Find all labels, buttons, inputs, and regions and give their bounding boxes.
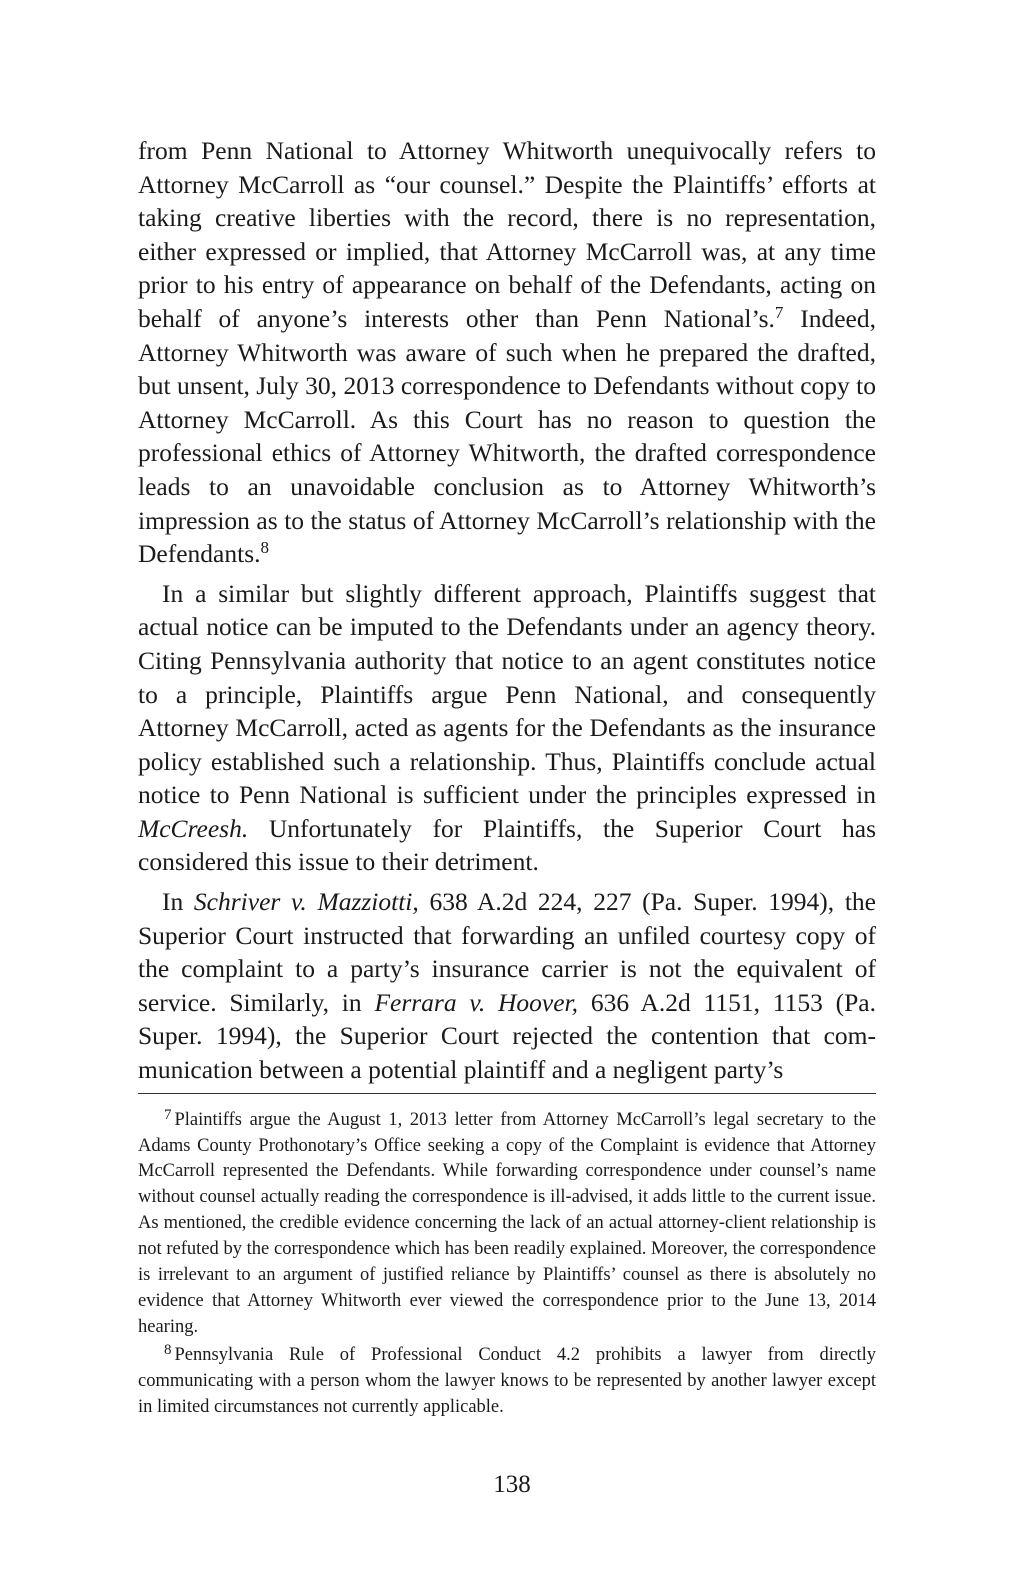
footnotes [138,1108,876,1421]
footnote-ref-8[interactable]: 8 [260,538,269,558]
footnote-7 [138,1108,876,1341]
case-name-schriver: Schriver v. Mazziotti, [193,887,419,917]
paragraph-3-text-c: 636 A.2d 1151, 1153 (Pa. Super. 1994), the Superior Court rejected the contention that communication between a potential plaintiff and a negligent party’s [138,987,876,1085]
paragraph-1 [138,134,876,571]
footnote-number: 8 [164,1341,172,1358]
paragraph-2-text-a: In a similar but slightly different approach, Plaintiffs suggest that actual notice can be imputed to the Defendants under an agency theory. Citing Pennsylvania authority that notice to an agent constitutes notice to a principle, Plaintiffs argue Penn National, and consequently Attorney McCarroll, acted as agents for the Defendants as the insurance policy established such a relationship. Thus, Plaintiffs conclude actual notice to Penn National is sufficient under the principles expressed in [138,578,876,810]
footnote-8 [138,1343,876,1421]
paragraph-3-text-b: 638 A.2d 224, 227 (Pa. Super. 1994), the Superior Court instructed that forwarding an unfiled courtesy copy of the complaint to a party’s insurance carrier is not the equivalent of service. Similarly, in [138,887,876,1017]
paragraph-3-text-a: In [162,887,194,917]
paragraph-1-text-b: Indeed, Attorney Whitworth was aware of such when he prepared the drafted, but unsent, July 30, 2013 correspondence to Defendants without copy to Attorney McCarroll. As this Court has no reason to question the professional ethics of Attorney Whitworth, the drafted correspondence leads to an unavoidable conclusion as to Attorney Whitworth’s impression as to the status of Attorney McCarroll’s relationship with the Defendants. [138,303,876,569]
main-text [138,134,876,1087]
footnote-text: Plaintiffs argue the August 1, 2013 letter from Attorney McCarroll’s legal secretary to the Adams County Prothonotary’s Office seeking a copy of the Complaint is evidence that Attorney McCarroll represented the Defendants. While forwarding correspondence under counsel’s name without counsel actually reading the correspondence is ill-advised, it adds little to the current issue. As mentioned, the credible evidence concerning the lack of an actual attorney-client relationship is not refuted by the correspondence which has been readily explained. Moreover, the correspondence is irrelevant to an argument of justified reliance by Plaintiffs’ counsel as there is absolutely no evidence that Attorney Whitworth ever viewed the correspondence prior to the June 13, 2014 hearing. [138,1109,876,1337]
case-name-mccreesh: McCreesh. [138,813,249,843]
footnote-number: 7 [164,1106,172,1123]
paragraph-2-text-b: Unfortunately for Plaintiffs, the Superior Court has considered this issue to their detriment. [138,813,876,877]
footnote-divider [138,1093,876,1094]
page-content [138,134,876,1423]
paragraph-2 [138,577,876,879]
footnote-text: Pennsylvania Rule of Professional Conduct 4.2 prohibits a lawyer from directly communicating with a person whom the lawyer knows to be represented by another lawyer except in limited circumstances not currently applicable. [138,1344,876,1417]
footnote-ref-7[interactable]: 7 [774,302,784,322]
paragraph-3 [138,885,876,1087]
page-number: 138 [493,1471,531,1498]
case-name-ferrara: Ferrara v. Hoover, [374,987,579,1017]
paragraph-1-text-a: from Penn National to Attorney Whitworth unequivocally refers to Attorney McCarroll as “our counsel.” Despite the Plaintiffs’ efforts at taking creative liberties with the record, there is no representation, either expressed or implied, that Attorney McCarroll was, at any time prior to his entry of appearance on behalf of the Defendants, acting on behalf of anyone’s interests other than Penn National’s. [138,136,876,333]
